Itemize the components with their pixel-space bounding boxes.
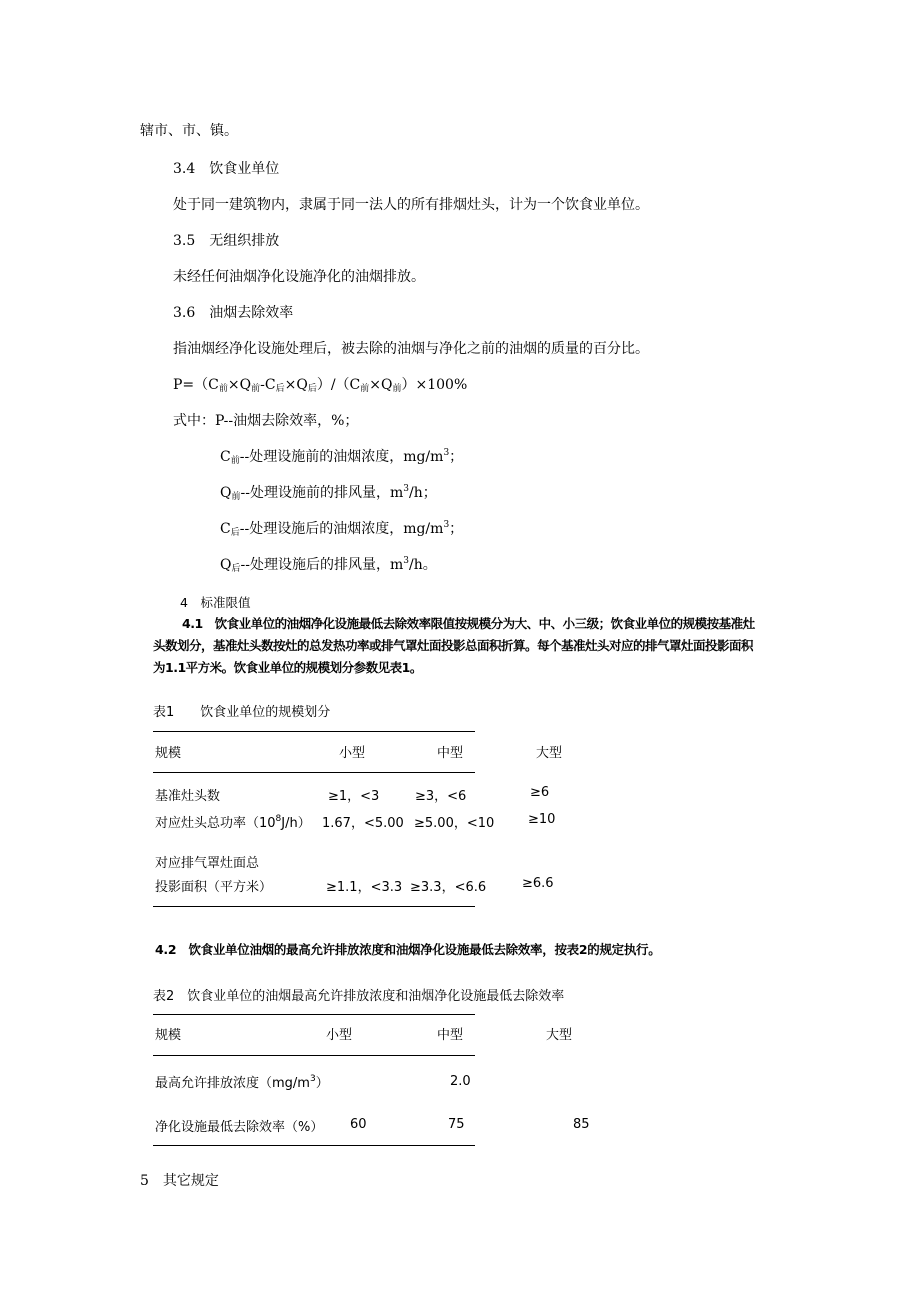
def-q-qian-sup: 3 — [403, 484, 409, 494]
def-c-hou-sub: 后 — [230, 528, 240, 538]
def-c-qian-sup: 3 — [443, 448, 450, 458]
table1-row1-label: 基准灶头数 — [155, 789, 221, 804]
def-q-hou-text: --处理设施后的排风量，m — [240, 557, 404, 573]
heading-section-4: 4 标准限值 — [180, 595, 251, 610]
formula-sub-qian-4: 前 — [392, 384, 402, 394]
table2-row1-label-text: 最高允许排放浓度（mg/m — [155, 1076, 310, 1091]
table1-header-rule — [153, 772, 475, 773]
def-q-qian-unit: /h； — [408, 485, 437, 501]
table2-row1-label-close: ） — [315, 1076, 329, 1091]
paragraph-4-1-line-3: 为1.1平方米。饮食业单位的规模划分参数见表1。 — [153, 660, 422, 675]
text-line-continuation: 辖市、市、镇。 — [140, 123, 238, 139]
table1-row3-large: ≥6.6 — [522, 876, 554, 891]
table2-header-large: 大型 — [546, 1028, 573, 1043]
def-c-hou-sup: 3 — [443, 520, 450, 530]
table2-header-small: 小型 — [326, 1028, 353, 1043]
formula-end: ）×100% — [401, 377, 468, 393]
table1-top-rule — [153, 731, 475, 732]
definitions-intro: 式中：P--油烟去除效率，%； — [173, 413, 359, 429]
table2-top-rule — [153, 1014, 475, 1015]
table1-row2-label-sup: 8 — [275, 814, 282, 824]
formula-sub-qian-1: 前 — [218, 384, 228, 394]
table1-row3-label-line1: 对应排气罩灶面总 — [155, 856, 260, 871]
table2-row2-large: 85 — [573, 1117, 590, 1132]
table2-row1-value: 2.0 — [450, 1074, 471, 1089]
table1-row3-label-line2: 投影面积（平方米） — [155, 880, 273, 895]
formula-p: P=（C — [173, 377, 219, 393]
def-q-hou-symbol: Q — [220, 557, 232, 573]
table1-header-small: 小型 — [339, 746, 366, 761]
formula — [173, 374, 467, 394]
table1-header-scale: 规模 — [155, 746, 182, 761]
table1-row3-small: ≥1.1，<3.3 — [326, 880, 403, 895]
table1-caption: 表1 饮食业单位的规模划分 — [153, 705, 331, 720]
table1-bottom-rule — [153, 906, 475, 907]
heading-section-5: 5 其它规定 — [140, 1173, 219, 1189]
def-c-hou-semi: ； — [449, 521, 464, 537]
formula-x-1: ×Q — [227, 377, 252, 393]
table2-caption: 表2 饮食业单位的油烟最高允许排放浓度和油烟净化设施最低去除效率 — [153, 989, 565, 1004]
heading-3-6: 3.6 油烟去除效率 — [173, 305, 294, 321]
def-q-qian-symbol: Q — [220, 485, 232, 501]
table1-header-large: 大型 — [536, 746, 563, 761]
paragraph-3-4: 处于同一建筑物内，隶属于同一法人的所有排烟灶头，计为一个饮食业单位。 — [173, 197, 649, 213]
def-q-hou-sub: 后 — [231, 564, 241, 574]
table1-row2-medium: ≥5.00，<10 — [414, 816, 495, 831]
table1-row2-small: 1.67，<5.00 — [322, 816, 404, 831]
formula-mid: ）/（C — [316, 377, 361, 393]
def-c-hou-text: --处理设施后的油烟浓度，mg/m — [239, 521, 444, 537]
table1-row3-medium: ≥3.3，<6.6 — [410, 880, 487, 895]
formula-sub-hou-2: 后 — [307, 384, 317, 394]
def-c-qian — [220, 446, 463, 466]
formula-sub-qian-3: 前 — [360, 384, 370, 394]
paragraph-4-1-line-2: 头数划分，基准灶头数按灶的总发热功率或排气罩灶面投影总面积折算。每个基准灶头对应的排气罩灶面投影面积 — [153, 638, 754, 653]
def-c-qian-sub: 前 — [230, 456, 240, 466]
table2-header-medium: 中型 — [437, 1028, 464, 1043]
paragraph-4-1-line-1: 4.1 饮食业单位的油烟净化设施最低去除效率限值按规模分为大、中、小三级；饮食业单位的规模按基准灶 — [182, 616, 755, 631]
table2-row2-label: 净化设施最低去除效率（%） — [155, 1120, 324, 1135]
def-c-hou — [220, 518, 463, 538]
table2-bottom-rule — [153, 1145, 475, 1146]
def-c-qian-text: --处理设施前的油烟浓度，mg/m — [239, 449, 444, 465]
paragraph-4-2: 4.2 饮食业单位油烟的最高允许排放浓度和油烟净化设施最低去除效率，按表2的规定执行。 — [155, 942, 661, 957]
def-q-hou — [220, 554, 437, 574]
formula-minus: -C — [260, 377, 276, 393]
table2-row1-label — [155, 1072, 329, 1091]
def-q-hou-sup: 3 — [403, 556, 409, 566]
table2-row2-medium: 75 — [448, 1117, 465, 1132]
formula-sub-hou-1: 后 — [275, 384, 285, 394]
formula-sub-qian-2: 前 — [251, 384, 261, 394]
def-q-qian-sub: 前 — [231, 492, 241, 502]
table1-header-medium: 中型 — [437, 746, 464, 761]
paragraph-3-6: 指油烟经净化设施处理后，被去除的油烟与净化之前的油烟的质量的百分比。 — [173, 341, 649, 357]
def-c-hou-symbol: C — [220, 521, 231, 537]
table2-row2-small: 60 — [350, 1117, 367, 1132]
table1-row2-label — [155, 812, 311, 831]
formula-x-3: ×Q — [369, 377, 393, 393]
def-q-qian-text: --处理设施前的排风量，m — [240, 485, 404, 501]
table1-row1-small: ≥1，<3 — [328, 789, 380, 804]
table1-row2-large: ≥10 — [528, 812, 556, 827]
table2-row1-label-sup: 3 — [309, 1074, 316, 1084]
formula-x-2: ×Q — [284, 377, 308, 393]
def-c-qian-symbol: C — [220, 449, 231, 465]
def-q-qian — [220, 482, 437, 502]
table1-row1-medium: ≥3，<6 — [415, 789, 467, 804]
table2-header-scale: 规模 — [155, 1028, 182, 1043]
table2-header-rule — [153, 1055, 475, 1056]
table1-row2-label-text: 对应灶头总功率（10 — [155, 816, 276, 831]
heading-3-5: 3.5 无组织排放 — [173, 233, 280, 249]
paragraph-3-5: 未经任何油烟净化设施净化的油烟排放。 — [173, 269, 425, 285]
heading-3-4: 3.4 饮食业单位 — [173, 161, 280, 177]
def-c-qian-semi: ； — [449, 449, 464, 465]
table1-row2-label-unit: J/h） — [281, 816, 311, 831]
def-q-hou-unit: /h。 — [408, 557, 437, 573]
table1-row1-large: ≥6 — [530, 785, 550, 800]
